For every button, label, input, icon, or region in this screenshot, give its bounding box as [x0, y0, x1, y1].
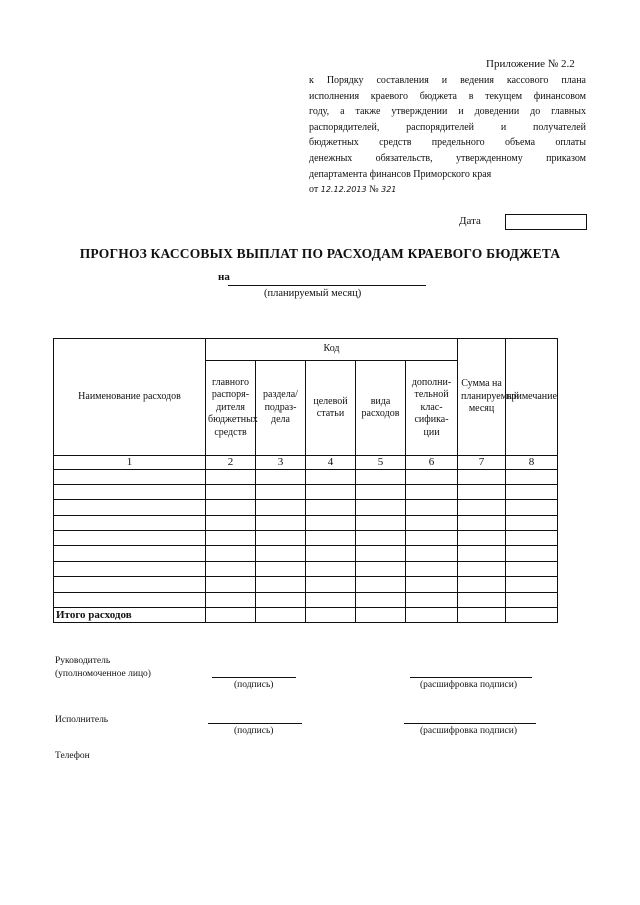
table-cell[interactable] [356, 515, 406, 530]
table-cell[interactable] [356, 484, 406, 499]
executor-decoding-caption: (расшифровка подписи) [420, 726, 517, 736]
appendix-line: году, а также утверждении и доведении до главных [309, 106, 586, 118]
executor-signature-caption: (подпись) [234, 726, 274, 736]
table-cell[interactable] [54, 484, 206, 499]
table-cell[interactable] [54, 469, 206, 484]
column-number: 3 [256, 456, 306, 470]
table-cell[interactable] [54, 500, 206, 515]
column-number: 2 [206, 456, 256, 470]
table-cell[interactable] [356, 469, 406, 484]
table-cell[interactable] [356, 608, 406, 623]
month-prefix: на [218, 271, 230, 283]
table-cell[interactable] [356, 561, 406, 576]
appendix-line: департамента финансов Приморского края [309, 168, 492, 180]
head-sublabel: (уполномоченное лицо) [55, 669, 151, 679]
header-code-main-manager-text: главного распоря-дителя бюджетных средств [208, 376, 258, 438]
column-number: 6 [406, 456, 458, 470]
table-cell[interactable] [458, 592, 506, 607]
order-prefix: от [309, 184, 319, 196]
table-cell[interactable] [306, 531, 356, 546]
table-cell[interactable] [406, 515, 458, 530]
table-cell[interactable] [206, 561, 256, 576]
table-cell[interactable] [458, 500, 506, 515]
appendix-title: Приложение № 2.2 [486, 58, 575, 70]
table-cell[interactable] [256, 561, 306, 576]
table-cell[interactable] [458, 561, 506, 576]
header-planned-sum [458, 339, 520, 456]
table-cell[interactable] [306, 469, 356, 484]
table-cell[interactable] [256, 531, 306, 546]
appendix-line: бюджетных средств предельного объема оплаты [309, 137, 586, 149]
table-cell[interactable] [54, 561, 206, 576]
order-number-label: № [369, 184, 379, 196]
table-row [54, 515, 558, 530]
table-cell[interactable] [506, 515, 558, 530]
head-decoding-caption: (расшифровка подписи) [420, 680, 517, 690]
table-cell[interactable] [458, 531, 506, 546]
table-cell[interactable] [256, 500, 306, 515]
table-cell[interactable] [506, 608, 558, 623]
table-cell[interactable] [54, 515, 206, 530]
table-cell[interactable] [458, 546, 506, 561]
table-cell[interactable] [256, 608, 306, 623]
empty-rows [54, 469, 558, 608]
table-cell[interactable] [506, 531, 558, 546]
table-cell[interactable] [406, 592, 458, 607]
table-cell[interactable] [356, 577, 406, 592]
head-decoding-line[interactable] [410, 677, 532, 678]
header-expense-name: Наименование расходов [54, 339, 206, 456]
table-row [54, 484, 558, 499]
table-cell[interactable] [54, 531, 206, 546]
table-row [54, 546, 558, 561]
table-cell[interactable] [256, 515, 306, 530]
table-cell[interactable] [54, 592, 206, 607]
header-code-main-manager [206, 361, 256, 456]
executor-signature-line[interactable] [208, 723, 302, 724]
forecast-table [53, 338, 558, 623]
table-cell[interactable] [306, 515, 356, 530]
table-cell[interactable] [306, 546, 356, 561]
table-cell[interactable] [206, 531, 256, 546]
table-cell[interactable] [306, 577, 356, 592]
table-cell[interactable] [206, 577, 256, 592]
table-cell[interactable] [206, 484, 256, 499]
table-cell[interactable] [356, 546, 406, 561]
order-reference [309, 182, 586, 198]
column-number: 1 [54, 456, 206, 470]
document-title: ПРОГНОЗ КАССОВЫХ ВЫПЛАТ ПО РАСХОДАМ КРАЕВОГО БЮДЖЕТА [79, 246, 561, 261]
table-row [54, 577, 558, 592]
header-planned-sum-text: Сумма на планируемый месяц [461, 378, 520, 415]
header-code-expense-type: вида расходов [356, 361, 406, 456]
table-cell[interactable] [306, 608, 356, 623]
table-cell[interactable] [256, 577, 306, 592]
table-cell[interactable] [306, 561, 356, 576]
total-row [54, 608, 558, 623]
appendix-line: распорядителей, распорядителей и получателей [309, 121, 586, 133]
table-cell[interactable] [54, 546, 206, 561]
table-cell[interactable] [206, 546, 256, 561]
appendix-line: денежных обязательств, утвержденному приказом [309, 152, 586, 164]
date-label: Дата [459, 215, 481, 227]
date-field[interactable] [505, 214, 587, 230]
table-cell[interactable] [306, 592, 356, 607]
table-cell[interactable] [458, 608, 506, 623]
header-code-target-item: целевой статьи [306, 361, 356, 456]
table-cell[interactable] [506, 500, 558, 515]
table-cell[interactable] [206, 515, 256, 530]
column-number: 5 [356, 456, 406, 470]
table-cell[interactable] [206, 469, 256, 484]
table-row [54, 531, 558, 546]
table-row [54, 469, 558, 484]
table-cell[interactable] [506, 469, 558, 484]
header-note: примечание [506, 339, 558, 456]
table-row [54, 500, 558, 515]
table-cell[interactable] [506, 546, 558, 561]
table-row [54, 592, 558, 607]
header-code-additional [406, 361, 458, 456]
head-label: Руководитель [55, 656, 111, 666]
table-cell[interactable] [458, 469, 506, 484]
order-date: 12.12.2013 [320, 185, 367, 195]
table-cell[interactable] [458, 577, 506, 592]
column-numbers-row [54, 456, 558, 470]
table-cell[interactable] [506, 592, 558, 607]
table-cell[interactable] [206, 500, 256, 515]
header-code-additional-text: дополни-тельной клас-сифика-ции [411, 376, 452, 438]
table-row [54, 561, 558, 576]
table-cell[interactable] [458, 515, 506, 530]
order-number: 321 [381, 185, 397, 195]
appendix-text [309, 73, 586, 198]
table-cell[interactable] [406, 531, 458, 546]
table-cell[interactable] [458, 484, 506, 499]
table-cell[interactable] [506, 484, 558, 499]
table-cell[interactable] [356, 592, 406, 607]
phone-label: Телефон [55, 751, 90, 761]
table-cell[interactable] [506, 561, 558, 576]
table-cell[interactable] [356, 500, 406, 515]
table-cell[interactable] [256, 592, 306, 607]
column-number: 8 [506, 456, 558, 470]
table-cell[interactable] [406, 546, 458, 561]
table-cell[interactable] [406, 577, 458, 592]
appendix-line: к Порядку составления и ведения кассового плана [309, 75, 586, 86]
header-code-group: Код [206, 339, 458, 361]
table-cell[interactable] [406, 469, 458, 484]
table-cell[interactable] [306, 500, 356, 515]
table-cell[interactable] [256, 469, 306, 484]
table-cell[interactable] [206, 592, 256, 607]
month-caption: (планируемый месяц) [264, 288, 362, 299]
table-cell[interactable] [54, 577, 206, 592]
header-code-section: раздела/ подраз-дела [256, 361, 306, 456]
executor-label: Исполнитель [55, 715, 109, 725]
column-number: 7 [458, 456, 506, 470]
executor-decoding-line[interactable] [404, 723, 536, 724]
month-field-line[interactable] [228, 285, 426, 286]
total-label: Итого расходов [54, 608, 206, 623]
column-number: 4 [306, 456, 356, 470]
table-cell[interactable] [206, 608, 256, 623]
table-cell[interactable] [356, 531, 406, 546]
appendix-line: исполнения краевого бюджета в текущем финансовом [309, 90, 586, 102]
table-cell[interactable] [406, 561, 458, 576]
table-cell[interactable] [506, 577, 558, 592]
table-cell[interactable] [406, 500, 458, 515]
table-cell[interactable] [306, 484, 356, 499]
table-cell[interactable] [406, 608, 458, 623]
head-signature-caption: (подпись) [234, 680, 274, 690]
table-cell[interactable] [406, 484, 458, 499]
table-cell[interactable] [256, 484, 306, 499]
head-signature-line[interactable] [212, 677, 296, 678]
table-cell[interactable] [256, 546, 306, 561]
